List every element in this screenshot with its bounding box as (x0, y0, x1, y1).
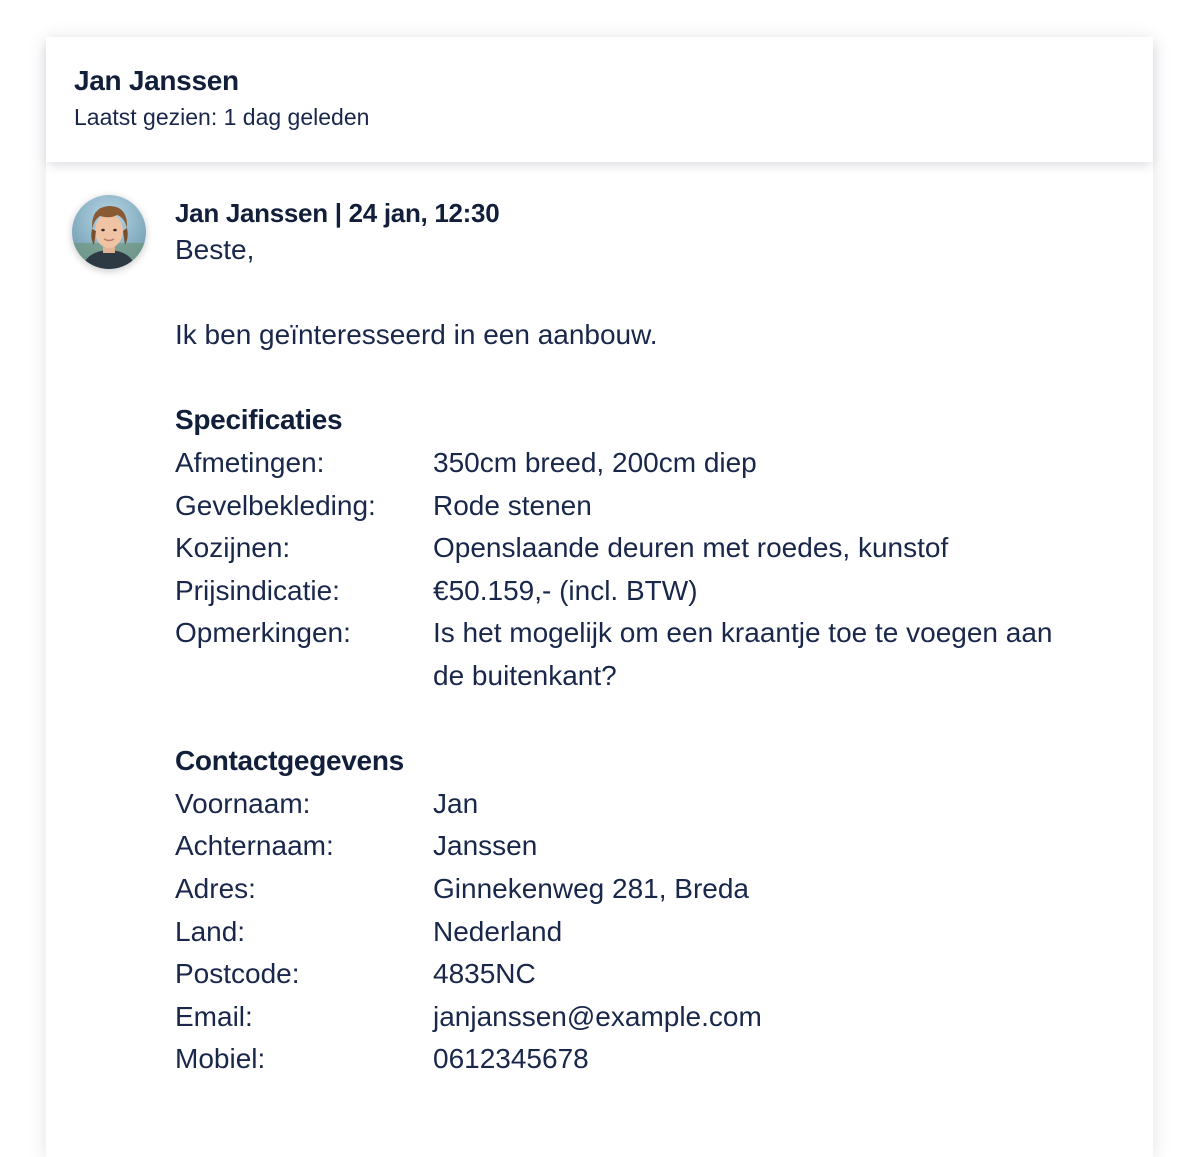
spec-value: Openslaande deuren met roedes, kunstof (433, 532, 949, 564)
contact-value: Janssen (433, 830, 538, 862)
contact-label: Email: (175, 1000, 253, 1032)
contact-label: Adres: (175, 872, 256, 904)
spec-label: Prijsindicatie: (175, 574, 340, 606)
spec-value: 350cm breed, 200cm diep (433, 446, 757, 478)
contact-title: Contactgegevens (175, 745, 404, 777)
contact-name[interactable]: Jan Janssen (74, 65, 239, 96)
spec-value: Rode stenen (433, 489, 592, 521)
contact-label: Mobiel: (175, 1043, 266, 1075)
contact-row-achternaam (175, 825, 1115, 868)
spec-label: Kozijnen: (175, 532, 291, 564)
contact-label: Achternaam: (175, 830, 334, 862)
contact-label: Voornaam: (175, 787, 311, 819)
spec-row-gevelbekleding (175, 485, 1115, 528)
spec-label: Afmetingen: (175, 446, 325, 478)
contact-label: Land: (175, 915, 246, 947)
specs-list (175, 442, 1115, 698)
greeting: Beste, (175, 234, 255, 265)
contact-row-email (175, 996, 1115, 1039)
contact-value: Jan (433, 787, 479, 819)
spec-row-afmetingen (175, 442, 1115, 485)
contact-value: Nederland (433, 915, 563, 947)
contact-row-postcode (175, 953, 1115, 996)
specs-title: Specificaties (175, 404, 343, 436)
contact-phone-link[interactable]: 0612345678 (433, 1043, 589, 1075)
message-meta: Jan Janssen | 24 jan, 12:30 (175, 198, 500, 228)
message-text (175, 229, 1115, 1081)
last-seen-status: Laatst gezien: 1 dag geleden (74, 104, 370, 130)
contact-email-link[interactable]: janjanssen@example.com (433, 1000, 762, 1032)
contact-row-mobiel (175, 1038, 1115, 1081)
spec-value: Is het mogelijk om een kraantje toe te voegen aan de buitenkant? (433, 617, 1053, 691)
conversation-card (46, 37, 1153, 1157)
message-body (175, 197, 1115, 1081)
spec-row-opmerkingen (175, 612, 1115, 697)
avatar[interactable] (72, 195, 146, 269)
avatar-photo-icon (72, 195, 146, 269)
contact-value: 4835NC (433, 958, 536, 990)
contact-row-adres (175, 868, 1115, 911)
spec-label: Opmerkingen: (175, 617, 351, 649)
contact-label: Postcode: (175, 958, 300, 990)
contact-row-voornaam (175, 783, 1115, 826)
contact-list (175, 783, 1115, 1081)
contact-value: Ginnekenweg 281, Breda (433, 872, 749, 904)
intro-text: Ik ben geïnteresseerd in een aanbouw. (175, 319, 658, 351)
spec-row-prijsindicatie (175, 570, 1115, 613)
contact-row-land (175, 911, 1115, 954)
spec-row-kozijnen (175, 527, 1115, 570)
spec-label: Gevelbekleding: (175, 489, 376, 521)
conversation-header (46, 37, 1153, 162)
spec-value: €50.159,- (incl. BTW) (433, 574, 698, 606)
